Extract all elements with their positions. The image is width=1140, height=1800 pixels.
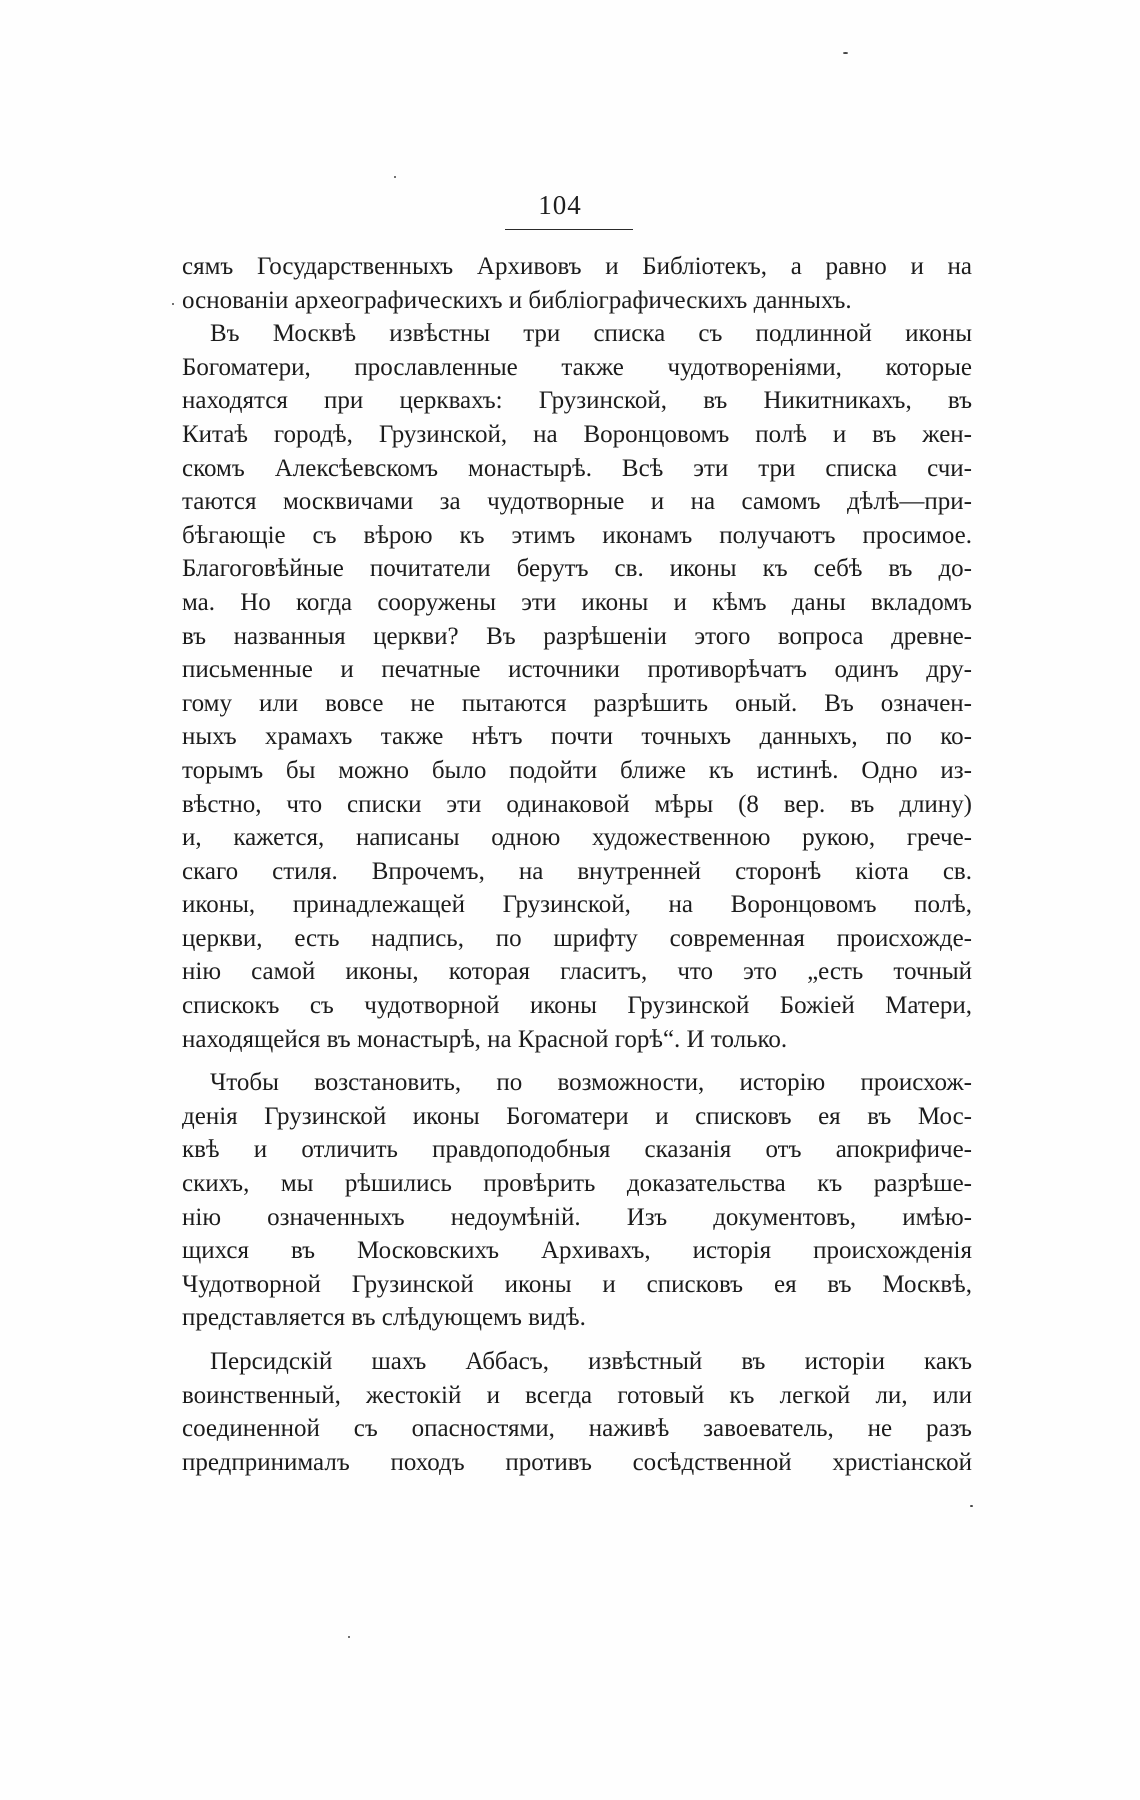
text-line: иконы, принадлежащей Грузинской, на Воронцовомъ полѣ, [182, 891, 972, 919]
text-line: и, кажется, написаны одною художественною рукою, грече- [182, 824, 972, 852]
scan-speck [394, 176, 396, 178]
text-line: ныхъ храмахъ также нѣтъ почти точныхъ данныхъ, по ко- [182, 723, 972, 751]
scan-speck [348, 1636, 350, 1638]
text-line: Персидскій шахъ Аббасъ, извѣстный въ исторіи какъ [210, 1348, 972, 1375]
text-line: Чтобы возстановить, по возможности, исторію происхож- [210, 1069, 972, 1097]
text-line: нію означенныхъ недоумѣній. Изъ документовъ, имѣю- [182, 1203, 972, 1231]
text-line: гому или вовсе не пытаются разрѣшить оный. Въ означен- [182, 689, 972, 717]
text-line: вѣстно, что списки эти одинаковой мѣры (8 вер. въ длину) [182, 790, 972, 818]
text-line: предпринималъ походъ противъ сосѣдственной христіанской [182, 1448, 972, 1476]
text-line: квѣ и отличить правдоподобныя сказанія отъ апокрифиче- [182, 1136, 972, 1164]
scan-speck [172, 303, 174, 305]
text-line: Въ Москвѣ извѣстны три списка съ подлинной иконы [210, 320, 972, 348]
text-line: скомъ Алексѣевскомъ монастырѣ. Всѣ эти три списка счи- [182, 454, 972, 482]
text-line: Благоговѣйные почитатели берутъ св. иконы къ себѣ въ до- [182, 555, 972, 583]
text-line: находятся при церквахъ: Грузинской, въ Никитникахъ, въ [182, 387, 972, 415]
text-line: находящейся въ монастырѣ, на Красной горѣ“. И только. [182, 1025, 788, 1053]
text-line: Богоматери, прославленные также чудотвореніями, которые [182, 353, 972, 381]
text-line: соединенной съ опасностями, наживѣ завоеватель, не разъ [182, 1415, 972, 1443]
text-line: денія Грузинской иконы Богоматери и списковъ ея въ Мос- [182, 1102, 972, 1130]
text-line: воинственный, жестокій и всегда готовый къ легкой ли, или [182, 1381, 972, 1409]
text-line: письменные и печатные источники противорѣчатъ одинъ дру- [182, 656, 972, 684]
text-line: нію самой иконы, которая гласитъ, что это „есть точный [182, 958, 972, 986]
text-line: торымъ бы можно было подойти ближе къ истинѣ. Одно из- [182, 756, 972, 784]
paragraph-gap [182, 1056, 972, 1066]
text-line: таются москвичами за чудотворные и на самомъ дѣлѣ—при- [182, 488, 972, 516]
page-number-rule [505, 229, 633, 230]
text-line: Китаѣ городѣ, Грузинской, на Воронцовомъ полѣ и въ жен- [182, 420, 972, 448]
text-line: бѣгающіе съ вѣрою къ этимъ иконамъ получаютъ просимое. [182, 521, 972, 549]
scan-speck [970, 1505, 973, 1507]
text-line: сямъ Государственныхъ Архивовъ и Библіотекъ, а равно и на [182, 253, 972, 280]
text-line: представляется въ слѣдующемъ видѣ. [182, 1304, 586, 1332]
paragraph-gap [182, 1335, 972, 1345]
page-number: 104 [538, 190, 582, 220]
scan-speck [843, 52, 848, 54]
text-line: церкви, есть надпись, по шрифту современная происхожде- [182, 924, 972, 952]
text-line: скаго стиля. Впрочемъ, на внутренней сторонѣ кіота св. [182, 857, 972, 885]
text-line: въ названныя церкви? Въ разрѣшеніи этого вопроса древне- [182, 622, 972, 650]
text-line: спискокъ съ чудотворной иконы Грузинской Божіей Матери, [182, 992, 972, 1020]
text-line: щихся въ Московскихъ Архивахъ, исторія происхожденія [182, 1237, 972, 1265]
text-line: ма. Но когда сооружены эти иконы и кѣмъ даны вкладомъ [182, 588, 972, 616]
text-line: основаніи археографическихъ и библіографическихъ данныхъ. [182, 286, 852, 314]
text-line: Чудотворной Грузинской иконы и списковъ ея въ Москвѣ, [182, 1270, 972, 1298]
body-text [182, 250, 972, 1479]
text-line: скихъ, мы рѣшились провѣрить доказательства къ разрѣше- [182, 1170, 972, 1198]
